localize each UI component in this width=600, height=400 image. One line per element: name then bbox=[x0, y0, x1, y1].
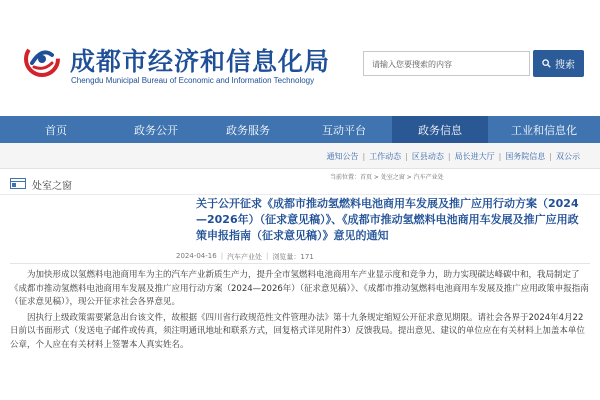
quicklink-work-news[interactable]: 工作动态 bbox=[369, 152, 402, 161]
nav-item-government-affairs[interactable]: 政务公开 bbox=[134, 123, 178, 137]
search-icon bbox=[542, 59, 551, 68]
quicklink-district-news[interactable]: 区县动态 bbox=[411, 152, 444, 161]
nav-item-industry-it[interactable]: 工业和信息化 bbox=[511, 123, 577, 137]
quicklink-state-council[interactable]: 国务院信息 bbox=[505, 152, 546, 161]
divider bbox=[10, 263, 590, 264]
site-subtitle: Chengdu Municipal Bureau of Economic and Information Technology bbox=[71, 76, 315, 85]
article-paragraph: 为加快形成以氢燃料电池商用车为主的汽车产业新质生产力，提升全市氢燃料电池商用车产业显示度和竞争力，助力实现碳达峰碳中和，我局制定了《成都市推动氢燃料电池商用车发展及推广应用行动方案（2024—2026年）（征求意见稿）》、《成都市推动氢燃料电池商用车发展及推广应用政策申报指南（征求意见稿）》，现公开征求社会各界意见。 bbox=[10, 270, 589, 307]
quicklink-notice[interactable]: 通知公告 bbox=[326, 152, 359, 161]
quicklinks: 通知公告 | 工作动态 | 区县动态 | 局长进大厅 | 国务院信息 | 双公示 bbox=[326, 152, 580, 161]
breadcrumb[interactable]: 当前位置：首页 > 处室之窗 > 汽车产业处 bbox=[330, 174, 444, 181]
site-title: 成都市经济和信息化局 bbox=[70, 47, 331, 76]
article-department: 汽车产业处 bbox=[227, 253, 263, 261]
article-paragraph: 因执行上级政策需要紧急出台该文件，故根据《四川省行政规范性文件管理办法》第十九条规定缩短公开征求意见期限。请社会各界于2024年4月22日前以书面形式（发送电子邮件或传真，须注明通讯地址和联系方式，回复格式详见附件3）反馈我局。提出意见、建议的单位应在有关材料上加盖本单位公章，个人应在有关材料上签署本人真实姓名。 bbox=[10, 312, 585, 350]
window-icon bbox=[10, 178, 26, 189]
article-views: 浏览量：171 bbox=[272, 253, 314, 261]
nav-item-government-info[interactable]: 政务信息 bbox=[392, 116, 488, 143]
main-nav bbox=[0, 116, 600, 143]
search-button[interactable] bbox=[533, 50, 584, 77]
bureau-logo-icon[interactable] bbox=[24, 41, 60, 77]
article-title: 关于公开征求《成都市推动氢燃料电池商用车发展及推广应用行动方案（2024—2026年）（征求意见稿）》、《成都市推动氢燃料电池商用车发展及推广应用政策申报指南（征求意见稿）》意见的通知 bbox=[196, 197, 579, 242]
nav-item-interaction[interactable]: 互动平台 bbox=[322, 123, 366, 137]
quicklinks-bar bbox=[0, 143, 600, 169]
section-bar bbox=[0, 169, 600, 195]
article-meta: 2024-04-16 | 汽车产业处 | 浏览量：171 bbox=[176, 252, 314, 261]
nav-item-government-services[interactable]: 政务服务 bbox=[226, 123, 270, 137]
site-header bbox=[0, 0, 600, 116]
search-button-label: 搜索 bbox=[555, 60, 575, 71]
nav-item-home[interactable]: 首页 bbox=[45, 123, 67, 137]
article-body bbox=[10, 269, 590, 354]
article-date: 2024-04-16 bbox=[176, 252, 217, 260]
section-title: 处室之窗 bbox=[32, 181, 72, 192]
search-input[interactable]: 请输入您要搜索的内容 bbox=[363, 51, 530, 76]
quicklink-director-hall[interactable]: 局长进大厅 bbox=[454, 152, 495, 161]
quicklink-double-publicity[interactable]: 双公示 bbox=[556, 152, 580, 161]
